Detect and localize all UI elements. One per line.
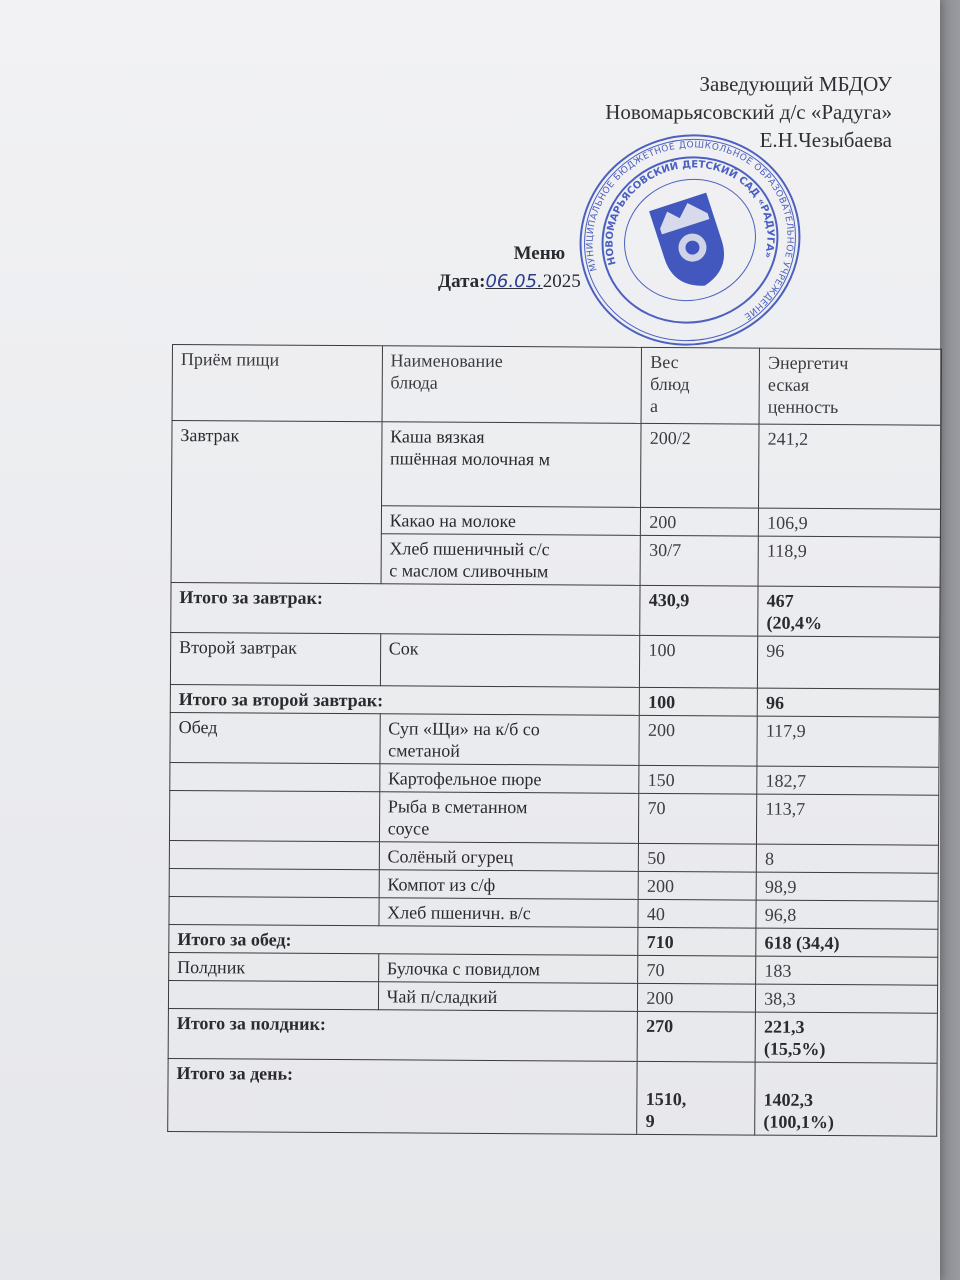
date-label: Дата: bbox=[438, 271, 486, 292]
total-weight: 270 bbox=[637, 1011, 755, 1062]
weight-cell: 70 bbox=[638, 955, 756, 984]
dish-cell: Какао на молоке bbox=[381, 506, 641, 536]
energy-cell: 8 bbox=[756, 844, 938, 873]
dish-cell: Сок bbox=[380, 634, 640, 688]
weight-cell: 200/2 bbox=[641, 423, 759, 508]
weight-cell: 200 bbox=[639, 715, 757, 766]
total-weight: 430,9 bbox=[640, 585, 758, 636]
weight-cell: 200 bbox=[638, 983, 756, 1012]
total-energy: 467 (20,4% bbox=[758, 586, 940, 637]
energy-cell: 106,9 bbox=[759, 508, 941, 537]
dish-cell: Рыба в сметанном соусе bbox=[379, 792, 639, 844]
total-weight: 1510, 9 bbox=[637, 1061, 755, 1135]
total-weight: 710 bbox=[638, 927, 756, 956]
weight-cell: 70 bbox=[639, 793, 757, 844]
header-position: Заведующий МБДОУ bbox=[699, 72, 892, 96]
meal-empty bbox=[169, 790, 379, 841]
header-dish: Наименование блюда bbox=[382, 346, 642, 424]
weight-cell: 100 bbox=[640, 635, 758, 688]
energy-cell: 98,9 bbox=[756, 872, 938, 901]
energy-cell: 96 bbox=[758, 636, 940, 689]
total-row-snack bbox=[168, 1008, 937, 1063]
total-row-day bbox=[168, 1058, 937, 1136]
meal-breakfast: Завтрак bbox=[171, 421, 382, 584]
meal-empty bbox=[169, 840, 379, 869]
stamp-outer-text: МУНИЦИПАЛЬНОЕ БЮДЖЕТНОЕ ДОШКОЛЬНОЕ ОБРАЗОВАТЕЛЬНОЕ УЧРЕЖДЕНИЕ bbox=[585, 140, 795, 322]
total-row-breakfast bbox=[171, 582, 940, 637]
total-label: Итого за второй завтрак: bbox=[170, 684, 640, 715]
total-energy: 618 (34,4) bbox=[756, 928, 938, 957]
energy-cell: 118,9 bbox=[758, 536, 940, 587]
header-signatory: Е.Н.Чезыбаева bbox=[759, 128, 892, 152]
dish-cell: Булочка с повидлом bbox=[378, 954, 638, 984]
weight-cell: 200 bbox=[638, 871, 756, 900]
total-energy: 96 bbox=[757, 688, 939, 717]
meal-second-breakfast: Второй завтрак bbox=[170, 632, 380, 685]
stamp-emblem bbox=[649, 193, 733, 295]
dish-cell: Компот из с/ф bbox=[379, 870, 639, 900]
dish-cell: Суп «Щи» на к/б со сметаной bbox=[380, 714, 640, 766]
table-row bbox=[170, 632, 939, 689]
weight-cell: 40 bbox=[638, 899, 756, 928]
dish-cell: Картофельное пюре bbox=[379, 764, 639, 794]
header-organization: Новомарьясовский д/с «Радуга» bbox=[605, 100, 892, 124]
meal-snack: Полдник bbox=[169, 952, 379, 981]
header-weight: Вес блюд а bbox=[641, 347, 759, 424]
meal-empty bbox=[169, 868, 379, 897]
energy-cell: 182,7 bbox=[757, 766, 939, 795]
total-weight: 100 bbox=[640, 687, 758, 716]
meal-lunch: Обед bbox=[170, 712, 380, 763]
date-line bbox=[438, 268, 581, 296]
energy-cell: 38,3 bbox=[756, 984, 938, 1013]
header-energy: Энергетич еская ценность bbox=[759, 348, 941, 425]
dish-cell: Хлеб пшеничн. в/с bbox=[379, 898, 639, 928]
table-header-row bbox=[172, 345, 941, 426]
menu-title: Меню bbox=[513, 243, 566, 264]
meal-empty bbox=[168, 980, 378, 1009]
date-year: 2025 bbox=[542, 271, 581, 292]
total-energy: 1402,3 (100,1%) bbox=[755, 1062, 937, 1136]
table-row bbox=[172, 421, 941, 510]
weight-cell: 200 bbox=[641, 507, 759, 536]
energy-cell: 241,2 bbox=[759, 424, 941, 509]
total-energy: 221,3 (15,5%) bbox=[755, 1012, 937, 1063]
total-label: Итого за полдник: bbox=[168, 1008, 638, 1061]
meal-empty bbox=[169, 896, 379, 925]
dish-cell: Чай п/сладкий bbox=[378, 982, 638, 1012]
date-handwritten: 06.05. bbox=[485, 271, 543, 292]
energy-cell: 113,7 bbox=[757, 794, 939, 845]
header-meal: Приём пищи bbox=[172, 345, 382, 422]
dish-cell: Солёный огурец bbox=[379, 842, 639, 872]
meal-empty bbox=[170, 762, 380, 791]
stamp-inner-text: НОВОМАРЬЯСОВСКИЙ ДЕТСКИЙ САД «РАДУГА» bbox=[604, 159, 776, 267]
total-label: Итого за день: bbox=[168, 1058, 638, 1134]
weight-cell: 150 bbox=[639, 765, 757, 794]
dish-cell: Хлеб пшеничный с/с с маслом сливочным bbox=[381, 534, 641, 586]
menu-table bbox=[167, 344, 942, 1137]
table-row bbox=[170, 712, 939, 767]
weight-cell: 50 bbox=[639, 843, 757, 872]
energy-cell: 96,8 bbox=[756, 900, 938, 929]
energy-cell: 117,9 bbox=[757, 716, 939, 767]
table-row bbox=[169, 790, 938, 845]
total-label: Итого за завтрак: bbox=[171, 582, 641, 635]
document-title bbox=[438, 240, 581, 296]
weight-cell: 30/7 bbox=[640, 535, 758, 586]
energy-cell: 183 bbox=[756, 956, 938, 985]
dish-cell: Каша вязкая пшённая молочная м bbox=[381, 422, 641, 508]
total-label: Итого за обед: bbox=[169, 924, 639, 955]
